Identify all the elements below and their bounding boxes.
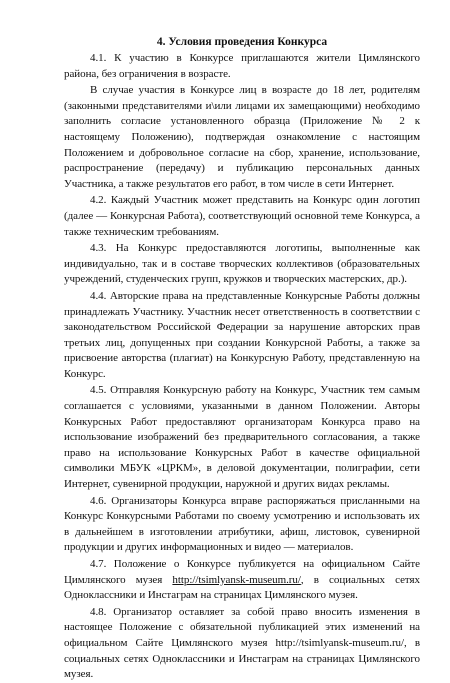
- paragraph-4-7-text-before: 4.7. Положение о Конкурсе публикуется на официальном Сайте Цимлянского музея: [64, 558, 420, 586]
- paragraph-4-1: 4.1. К участию в Конкурсе приглашаются жители Цимлянского района, без ограничения в возрасте.: [64, 52, 420, 80]
- paragraph-4-4: 4.4. Авторские права на представленные Конкурсные Работы должны принадлежать Участнику. Участник несет ответственность в соответствии с законодательством Российской Федерации за нарушение авторских прав третьих лиц, допущенных при создании Конкурсной Работы, а также за присвоение авторства (плагиат) на Конкурсную Работу, представленную на Конкурс.: [64, 289, 420, 380]
- section-title: 4. Условия проведения Конкурса: [156, 36, 328, 48]
- paragraph-4-5: 4.5. Отправляя Конкурсную работу на Конкурс, Участник тем самым соглашается с условиями, указанными в данном Положении. Авторы Конкурсных Работ предоставляют организаторам Конкурса право на использование изображений без предварительного согласования, а также право на использование Конкурсных Работ в качестве официальной символики МБУК «ЦРКМ», в деловой документации, полиграфии, сети Интернет, сувенирной продукции, наружной и других видах рекламы.: [64, 384, 420, 491]
- paragraph-4-8: 4.8. Организатор оставляет за собой право вносить изменения в настоящее Положение с обязательной публикацией этих изменений на официальном Сайте Цимлянского музея http://tsimlyansk-museum.ru/, в социальных сетях Одноклассники и Инстаграм на страницах Цимлянского музея.: [64, 605, 420, 681]
- museum-site-link[interactable]: http://tsimlyansk-museum.ru/: [172, 573, 301, 586]
- paragraph-4-6: 4.6. Организаторы Конкурса вправе распоряжаться присланными на Конкурс Конкурсными Работами по своему усмотрению и использовать их в дальнейшем в изготовлении атрибутики, афиш, листовок, сувенирной продукции и других информационных и видео — материалов.: [64, 494, 420, 554]
- paragraph-4-3: 4.3. На Конкурс предоставляются логотипы, выполненные как индивидуально, так и в составе творческих коллективов (образовательных учреждений, студенческих групп, кружков и творческих мастерских, др.).: [64, 242, 420, 286]
- paragraph-minors-consent: В случае участия в Конкурсе лиц в возрасте до 18 лет, родителям (законными представителями и\или лицами их замещающими) необходимо заполнить согласие установленного образца (Приложение № 2 к настоящему Положению), подтверждая ознакомление с настоящим Положением и добровольное согласие на сбор, хранение, использование, распространение (передачу) и публикацию персональных данных Участника, а также результатов его работ, в том числе в сети Интернет.: [64, 84, 420, 190]
- paragraph-4-2: 4.2. Каждый Участник может представить на Конкурс один логотип (далее — Конкурсная Работа), соответствующий основной теме Конкурса, а также техническим требованиям.: [64, 194, 420, 238]
- paragraph-4-7: [64, 557, 420, 604]
- paragraph-4-7-text-after: , в социальных сетях Одноклассники и Инстаграм на страницах Цимлянского музея.: [64, 573, 420, 602]
